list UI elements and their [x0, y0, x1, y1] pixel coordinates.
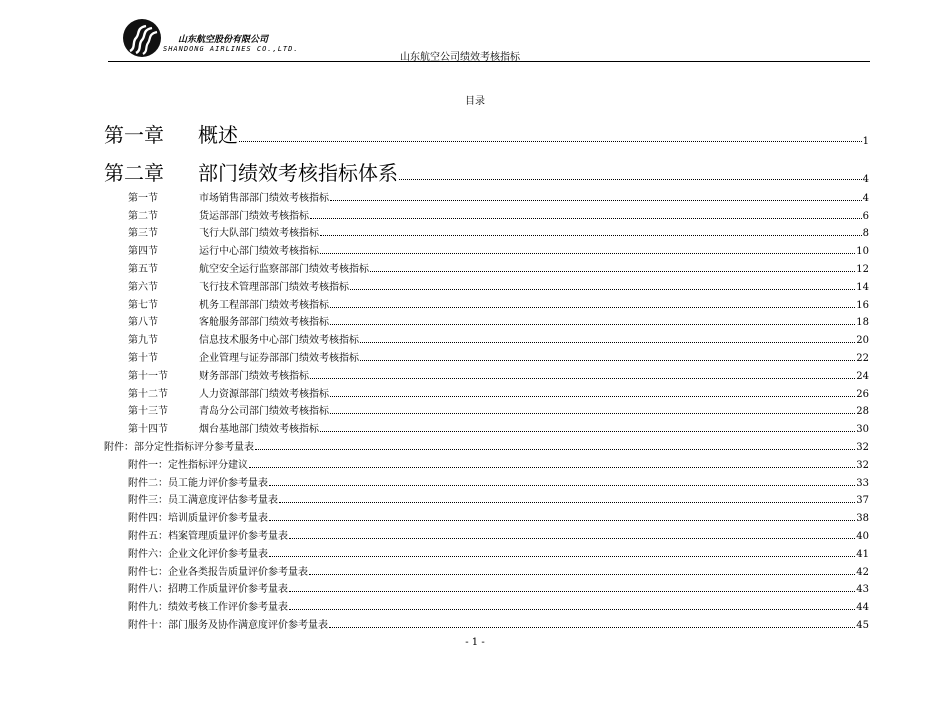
section-title: 烟台基地部门绩效考核指标: [199, 424, 319, 436]
page-ref: 22: [856, 352, 869, 364]
dot-leader: [289, 609, 855, 610]
chapter-title: 概述: [198, 123, 238, 147]
page-ref: 42: [856, 566, 869, 578]
appendix-title: 附件七：企业各类报告质量评价参考量表: [128, 566, 308, 578]
dot-leader: [360, 342, 855, 343]
section-title: 青岛分公司部门绩效考核指标: [199, 406, 329, 418]
page-ref: 18: [856, 317, 869, 329]
company-name-cn: 山东航空股份有限公司: [178, 35, 269, 45]
dot-leader: [330, 324, 855, 325]
page-number: - 1 -: [465, 637, 485, 648]
dot-leader: [330, 413, 855, 414]
dot-leader: [360, 360, 855, 361]
toc-section-row[interactable]: [104, 346, 869, 364]
dot-leader: [249, 467, 855, 468]
dot-leader: [320, 235, 862, 236]
section-number: 第六节: [128, 281, 158, 293]
section-title: 运行中心部门绩效考核指标: [199, 246, 319, 258]
page-ref: 8: [862, 228, 869, 240]
section-number: 第七节: [128, 299, 158, 311]
section-title: 机务工程部部门绩效考核指标: [199, 299, 329, 311]
appendix-title: 附件八：招聘工作质量评价参考量表: [128, 584, 288, 596]
page-ref: 10: [856, 246, 869, 258]
page-ref: 24: [856, 370, 869, 382]
page-ref: 32: [856, 459, 869, 471]
dot-leader: [370, 271, 855, 272]
section-title: 市场销售部部门绩效考核指标: [199, 192, 329, 204]
toc-appendix-row[interactable]: [104, 453, 869, 471]
toc-appendix-row[interactable]: [104, 489, 869, 507]
section-number: 第八节: [128, 317, 158, 329]
dot-leader: [289, 591, 855, 592]
toc-section-row[interactable]: [104, 293, 869, 311]
section-title: 航空安全运行监察部部门绩效考核指标: [199, 263, 369, 275]
page-ref: 33: [856, 477, 869, 489]
toc-chapter-row[interactable]: [104, 148, 869, 186]
dot-leader: [269, 485, 855, 486]
section-title: 财务部部门绩效考核指标: [199, 370, 309, 382]
section-number: 第三节: [128, 228, 158, 240]
chapter-title: 部门绩效考核指标体系: [198, 161, 398, 185]
dot-leader: [310, 218, 862, 219]
toc-section-row[interactable]: [104, 204, 869, 222]
page-ref: 41: [856, 548, 869, 560]
section-number: 第一节: [128, 192, 158, 204]
dot-leader: [310, 378, 855, 379]
section-number: 第十四节: [128, 424, 168, 436]
header-rule: [108, 61, 870, 62]
page-ref: 20: [856, 335, 869, 347]
section-title: 企业管理与证券部部门绩效考核指标: [199, 352, 359, 364]
section-number: 第十三节: [128, 406, 168, 418]
appendix-title: 附件一：定性指标评分建议: [128, 459, 248, 471]
appendix-title: 附件九：绩效考核工作评价参考量表: [128, 602, 288, 614]
toc-section-row[interactable]: [104, 186, 869, 204]
appendix-title: 附件四：培训质量评价参考量表: [128, 513, 268, 525]
toc-appendix-row[interactable]: [104, 524, 869, 542]
page-ref: 14: [856, 281, 869, 293]
appendix-title: 附件五：档案管理质量评价参考量表: [128, 530, 288, 542]
page-ref: 32: [856, 441, 869, 453]
toc-section-row[interactable]: [104, 222, 869, 240]
section-title: 货运部部门绩效考核指标: [199, 210, 309, 222]
toc-section-row[interactable]: [104, 257, 869, 275]
toc-section-row[interactable]: [104, 364, 869, 382]
page-ref: 1: [862, 136, 869, 147]
dot-leader: [239, 141, 862, 142]
document-title: 山东航空公司绩效考核指标: [400, 52, 520, 63]
chapter-number: 第一章: [104, 123, 164, 147]
toc-appendix-row[interactable]: [104, 560, 869, 578]
appendix-title: 附件十：部门服务及协作满意度评价参考量表: [128, 619, 328, 631]
table-of-contents: [104, 110, 869, 631]
dot-leader: [350, 289, 855, 290]
dot-leader: [330, 200, 862, 201]
section-number: 第五节: [128, 263, 158, 275]
section-number: 第十节: [128, 352, 158, 364]
page-ref: 37: [856, 495, 869, 507]
toc-appendix-row[interactable]: [104, 471, 869, 489]
toc-appendix-heading-row[interactable]: [104, 435, 869, 453]
dot-leader: [255, 449, 855, 450]
page-header: [108, 18, 870, 62]
appendix-title: 附件六：企业文化评价参考量表: [128, 548, 268, 560]
toc-appendix-row[interactable]: [104, 578, 869, 596]
page-ref: 12: [856, 263, 869, 275]
toc-section-row[interactable]: [104, 400, 869, 418]
section-title: 人力资源部部门绩效考核指标: [199, 388, 329, 400]
appendix-title: 附件二：员工能力评价参考量表: [128, 477, 268, 489]
section-number: 第二节: [128, 210, 158, 222]
dot-leader: [269, 556, 855, 557]
appendix-heading: 附件：部分定性指标评分参考量表: [104, 441, 254, 453]
appendix-title: 附件三：员工满意度评估参考量表: [128, 495, 278, 507]
dot-leader: [309, 574, 855, 575]
dot-leader: [330, 307, 855, 308]
page-ref: 44: [856, 602, 869, 614]
dot-leader: [330, 396, 855, 397]
dot-leader: [289, 538, 855, 539]
section-number: 第十二节: [128, 388, 168, 400]
section-title: 客舱服务部部门绩效考核指标: [199, 317, 329, 329]
toc-section-row[interactable]: [104, 382, 869, 400]
page-ref: 6: [862, 210, 869, 222]
section-title: 信息技术服务中心部门绩效考核指标: [199, 335, 359, 347]
toc-section-row[interactable]: [104, 275, 869, 293]
dot-leader: [329, 627, 855, 628]
company-name-en: SHANDONG AIRLINES CO.,LTD.: [163, 45, 299, 53]
section-number: 第九节: [128, 335, 158, 347]
toc-appendix-row[interactable]: [104, 506, 869, 524]
toc-section-row[interactable]: [104, 239, 869, 257]
page-ref: 26: [856, 388, 869, 400]
toc-title: 目录: [465, 96, 485, 107]
page-ref: 28: [856, 406, 869, 418]
toc-appendix-row[interactable]: [104, 595, 869, 613]
page-ref: 4: [862, 174, 869, 185]
chapter-number: 第二章: [104, 161, 164, 185]
section-title: 飞行技术管理部部门绩效考核指标: [199, 281, 349, 293]
section-number: 第四节: [128, 246, 158, 258]
shandong-airlines-logo-icon: [122, 18, 162, 58]
page-ref: 16: [856, 299, 869, 311]
toc-appendix-row[interactable]: [104, 542, 869, 560]
page-ref: 38: [856, 513, 869, 525]
dot-leader: [279, 502, 855, 503]
page-ref: 43: [856, 584, 869, 596]
toc-appendix-row[interactable]: [104, 613, 869, 631]
toc-section-row[interactable]: [104, 311, 869, 329]
toc-chapter-row[interactable]: [104, 110, 869, 148]
toc-section-row[interactable]: [104, 328, 869, 346]
page-ref: 4: [862, 192, 869, 204]
dot-leader: [269, 520, 855, 521]
page-ref: 40: [856, 530, 869, 542]
section-title: 飞行大队部门绩效考核指标: [199, 228, 319, 240]
toc-section-row[interactable]: [104, 417, 869, 435]
dot-leader: [320, 253, 855, 254]
dot-leader: [399, 179, 862, 180]
page-ref: 45: [856, 619, 869, 631]
section-number: 第十一节: [128, 370, 168, 382]
page-ref: 30: [856, 424, 869, 436]
dot-leader: [320, 431, 855, 432]
